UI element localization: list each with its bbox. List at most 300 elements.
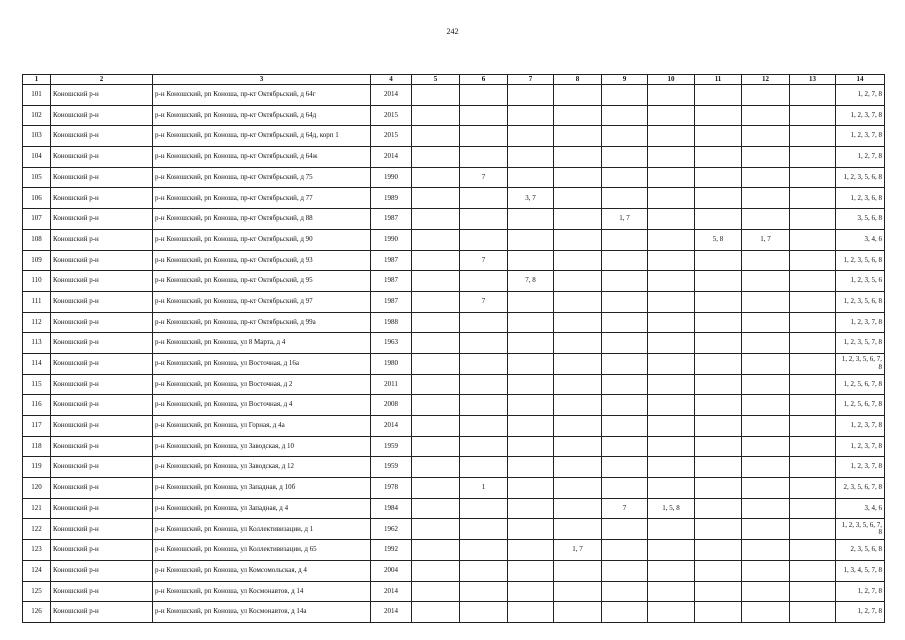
table-cell [554, 312, 602, 333]
table-cell [602, 250, 648, 271]
table-cell [460, 519, 508, 540]
column-header: 8 [554, 75, 602, 85]
column-header: 7 [508, 75, 554, 85]
table-cell [412, 560, 460, 581]
table-cell: Коношский р-н [51, 188, 153, 209]
table-cell: 7, 8 [508, 271, 554, 292]
table-cell [602, 312, 648, 333]
table-cell [742, 167, 790, 188]
table-cell: 1, 2, 3, 6, 8 [836, 188, 885, 209]
table-cell: 1, 7 [742, 229, 790, 250]
table-cell [602, 602, 648, 623]
table-cell [648, 436, 695, 457]
table-cell: 5, 8 [695, 229, 742, 250]
column-header: 1 [23, 75, 51, 85]
table-cell: Коношский р-н [51, 457, 153, 478]
table-cell [508, 333, 554, 354]
table-cell: 1, 2, 7, 8 [836, 147, 885, 168]
table-row [23, 602, 885, 623]
table-cell [695, 105, 742, 126]
table-cell [742, 560, 790, 581]
table-cell: Коношский р-н [51, 560, 153, 581]
table-cell [554, 126, 602, 147]
table-cell [695, 209, 742, 230]
table-cell: Коношский р-н [51, 85, 153, 106]
table-cell: Коношский р-н [51, 395, 153, 416]
table-cell [602, 436, 648, 457]
table-cell [695, 312, 742, 333]
table-cell [508, 353, 554, 374]
table-cell: р-н Коношский, рп Коноша, ул Заводская, д 10 [153, 436, 371, 457]
table-cell [554, 291, 602, 312]
table-cell: 1962 [371, 519, 412, 540]
table-cell [412, 167, 460, 188]
table-cell: 1 [460, 478, 508, 499]
table-cell [508, 312, 554, 333]
table-cell: 102 [23, 105, 51, 126]
table-row [23, 436, 885, 457]
column-header: 10 [648, 75, 695, 85]
table-cell [648, 167, 695, 188]
table-cell: 1963 [371, 333, 412, 354]
table-cell [602, 374, 648, 395]
table-cell [412, 498, 460, 519]
table-cell [648, 602, 695, 623]
table-cell [460, 188, 508, 209]
table-cell [412, 374, 460, 395]
table-cell: 125 [23, 581, 51, 602]
table-row [23, 312, 885, 333]
table-cell [695, 85, 742, 106]
table-cell [790, 167, 836, 188]
table-cell: р-н Коношский, рп Коноша, ул Восточная, д 2 [153, 374, 371, 395]
table-cell [412, 229, 460, 250]
table-cell [742, 374, 790, 395]
table-cell: 1, 2, 3, 7, 8 [836, 312, 885, 333]
column-header: 13 [790, 75, 836, 85]
table-cell: 2, 3, 5, 6, 7, 8 [836, 478, 885, 499]
table-cell: 122 [23, 519, 51, 540]
table-cell [648, 126, 695, 147]
table-cell [648, 250, 695, 271]
table-cell [602, 416, 648, 437]
table-cell [790, 312, 836, 333]
table-cell [648, 519, 695, 540]
table-cell [742, 333, 790, 354]
table-cell: Коношский р-н [51, 167, 153, 188]
table-cell [648, 312, 695, 333]
table-cell: 1987 [371, 291, 412, 312]
table-cell: Коношский р-н [51, 105, 153, 126]
table-cell [742, 291, 790, 312]
table-cell [554, 519, 602, 540]
table-cell: 1987 [371, 250, 412, 271]
table-cell [554, 581, 602, 602]
table-cell [508, 498, 554, 519]
column-header: 4 [371, 75, 412, 85]
table-cell [695, 457, 742, 478]
table-cell [554, 250, 602, 271]
table-cell [648, 395, 695, 416]
table-cell: 107 [23, 209, 51, 230]
table-cell: 1, 2, 7, 8 [836, 581, 885, 602]
table-cell [602, 85, 648, 106]
table-cell: 7 [460, 250, 508, 271]
table-cell: Коношский р-н [51, 271, 153, 292]
table-cell: 119 [23, 457, 51, 478]
table-cell [508, 291, 554, 312]
table-cell [648, 374, 695, 395]
table-cell [695, 498, 742, 519]
table-cell: Коношский р-н [51, 229, 153, 250]
table-cell [460, 126, 508, 147]
table-cell [790, 209, 836, 230]
table-cell: Коношский р-н [51, 333, 153, 354]
table-cell [648, 478, 695, 499]
table-cell [602, 147, 648, 168]
table-cell [412, 312, 460, 333]
table-cell [648, 353, 695, 374]
table-cell: 109 [23, 250, 51, 271]
table-cell: 1, 7 [554, 540, 602, 561]
table-cell [695, 167, 742, 188]
table-cell [554, 436, 602, 457]
table-cell: р-н Коношский, рп Коноша, ул Горная, д 4а [153, 416, 371, 437]
table-cell [602, 560, 648, 581]
table-cell [602, 229, 648, 250]
table-cell [460, 147, 508, 168]
table-cell [602, 353, 648, 374]
table-cell: Коношский р-н [51, 478, 153, 499]
table-cell [412, 271, 460, 292]
table-cell: 7 [602, 498, 648, 519]
table-cell [648, 540, 695, 561]
table-cell [460, 374, 508, 395]
table-cell [602, 333, 648, 354]
column-header: 3 [153, 75, 371, 85]
table-cell: 1959 [371, 457, 412, 478]
table-cell: 2014 [371, 147, 412, 168]
table-cell [648, 105, 695, 126]
table-cell [742, 312, 790, 333]
table-cell [648, 416, 695, 437]
table-cell: 110 [23, 271, 51, 292]
table-cell [602, 105, 648, 126]
table-cell [508, 581, 554, 602]
table-cell: 7 [460, 167, 508, 188]
table-cell [554, 498, 602, 519]
table-cell [695, 250, 742, 271]
table-cell: р-н Коношский, рп Коноша, пр-кт Октябрьский, д 64д [153, 105, 371, 126]
table-cell [460, 560, 508, 581]
table-cell [412, 395, 460, 416]
table-cell [460, 436, 508, 457]
table-cell: р-н Коношский, рп Коноша, ул Космонавтов, д 14а [153, 602, 371, 623]
column-header: 12 [742, 75, 790, 85]
table-cell [412, 353, 460, 374]
table-cell [695, 478, 742, 499]
table-cell [695, 188, 742, 209]
table-cell [742, 188, 790, 209]
table-cell [460, 209, 508, 230]
table-cell [508, 602, 554, 623]
table-cell: р-н Коношский, рп Коноша, ул Коллективизации, д 1 [153, 519, 371, 540]
table-cell: 2, 3, 5, 6, 8 [836, 540, 885, 561]
table-cell [695, 560, 742, 581]
table-cell: 1, 2, 3, 5, 6, 8 [836, 291, 885, 312]
table-cell [508, 457, 554, 478]
table-cell: р-н Коношский, рп Коноша, ул Западная, д 10б [153, 478, 371, 499]
table-cell [742, 353, 790, 374]
table-cell [460, 312, 508, 333]
table-row [23, 374, 885, 395]
table-cell [790, 126, 836, 147]
table-cell [695, 540, 742, 561]
table-cell [790, 478, 836, 499]
table-row [23, 457, 885, 478]
table-cell: 2015 [371, 126, 412, 147]
table-cell [412, 126, 460, 147]
table-cell [790, 540, 836, 561]
table-cell [742, 416, 790, 437]
table-cell: 120 [23, 478, 51, 499]
table-cell [742, 126, 790, 147]
table-cell: Коношский р-н [51, 312, 153, 333]
table-cell [790, 602, 836, 623]
table-cell: 2011 [371, 374, 412, 395]
table-cell [412, 105, 460, 126]
table-cell: 115 [23, 374, 51, 395]
table-cell: 1990 [371, 229, 412, 250]
table-cell: 112 [23, 312, 51, 333]
table-row [23, 560, 885, 581]
table-cell [554, 374, 602, 395]
table-cell [742, 147, 790, 168]
table-cell: р-н Коношский, рп Коноша, пр-кт Октябрьский, д 90 [153, 229, 371, 250]
table-cell: 113 [23, 333, 51, 354]
table-row [23, 188, 885, 209]
table-cell: р-н Коношский, рп Коноша, пр-кт Октябрьский, д 93 [153, 250, 371, 271]
table-cell: р-н Коношский, рп Коноша, пр-кт Октябрьский, д 64ж [153, 147, 371, 168]
table-cell: 126 [23, 602, 51, 623]
column-header: 11 [695, 75, 742, 85]
table-cell [648, 271, 695, 292]
table-cell [460, 416, 508, 437]
table-cell [554, 478, 602, 499]
table-row [23, 167, 885, 188]
table-cell: 1, 2, 7, 8 [836, 602, 885, 623]
table-cell [742, 209, 790, 230]
table-cell: Коношский р-н [51, 374, 153, 395]
table-cell [790, 436, 836, 457]
table-row [23, 416, 885, 437]
table-cell: 1, 2, 3, 5, 6, 8 [836, 250, 885, 271]
table-cell [648, 188, 695, 209]
table-cell [648, 457, 695, 478]
table-cell: 1, 2, 3, 7, 8 [836, 105, 885, 126]
table-cell [695, 126, 742, 147]
table-cell [790, 353, 836, 374]
table-cell [742, 602, 790, 623]
table-cell [554, 602, 602, 623]
table-cell [460, 105, 508, 126]
table-cell [695, 271, 742, 292]
table-cell [790, 374, 836, 395]
table-row [23, 540, 885, 561]
table-cell [790, 271, 836, 292]
table-cell [554, 395, 602, 416]
table-cell: 101 [23, 85, 51, 106]
table-cell [460, 333, 508, 354]
table-cell: 117 [23, 416, 51, 437]
table-cell [412, 602, 460, 623]
table-cell: 111 [23, 291, 51, 312]
table-cell: 1, 3, 4, 5, 7, 8 [836, 560, 885, 581]
table-cell [602, 581, 648, 602]
table-cell: 1, 2, 3, 7, 8 [836, 436, 885, 457]
table-cell [790, 519, 836, 540]
table-cell [695, 416, 742, 437]
table-cell [412, 147, 460, 168]
table-cell: 2014 [371, 581, 412, 602]
table-cell [742, 498, 790, 519]
table-cell [508, 105, 554, 126]
table-cell: 3, 4, 6 [836, 229, 885, 250]
table-cell: 1987 [371, 209, 412, 230]
table-cell: 3, 5, 6, 8 [836, 209, 885, 230]
table-cell [602, 167, 648, 188]
table-cell [554, 333, 602, 354]
table-cell [412, 291, 460, 312]
table-cell [602, 540, 648, 561]
table-cell [648, 85, 695, 106]
table-cell: р-н Коношский, рп Коноша, пр-кт Октябрьский, д 95 [153, 271, 371, 292]
table-row [23, 85, 885, 106]
table-cell: 1, 2, 3, 5, 6, 7, 8 [836, 519, 885, 540]
table-cell: р-н Коношский, рп Коноша, ул Космонавтов, д 14 [153, 581, 371, 602]
table-cell [460, 540, 508, 561]
table-cell [742, 478, 790, 499]
table-cell: р-н Коношский, рп Коноша, ул Коллективизации, д 65 [153, 540, 371, 561]
table-cell: 1, 2, 3, 7, 8 [836, 457, 885, 478]
table-cell [742, 105, 790, 126]
table-cell: 104 [23, 147, 51, 168]
table-cell [790, 416, 836, 437]
table-cell [554, 560, 602, 581]
table-cell [460, 85, 508, 106]
column-header: 2 [51, 75, 153, 85]
table-cell [508, 416, 554, 437]
table-cell: 1989 [371, 188, 412, 209]
table-cell [554, 85, 602, 106]
table-cell: Коношский р-н [51, 126, 153, 147]
table-cell [648, 229, 695, 250]
table-cell [554, 105, 602, 126]
table-cell [602, 188, 648, 209]
table-cell [412, 250, 460, 271]
table-cell [508, 478, 554, 499]
table-cell: 1984 [371, 498, 412, 519]
table-cell: р-н Коношский, рп Коноша, ул Восточная, д 4 [153, 395, 371, 416]
table-cell [648, 291, 695, 312]
table-row [23, 291, 885, 312]
table-cell [508, 250, 554, 271]
table-cell [460, 395, 508, 416]
table-cell [695, 436, 742, 457]
table-cell [412, 581, 460, 602]
table-cell [742, 436, 790, 457]
table-cell: 1, 2, 3, 7, 8 [836, 126, 885, 147]
table-cell [790, 188, 836, 209]
table-cell [554, 271, 602, 292]
table-cell: Коношский р-н [51, 519, 153, 540]
table-cell: 1, 2, 7, 8 [836, 85, 885, 106]
table-cell [508, 395, 554, 416]
table-cell: 1959 [371, 436, 412, 457]
table-cell [648, 147, 695, 168]
table-cell: 1, 2, 3, 5, 6, 7, 8 [836, 353, 885, 374]
table-cell: Коношский р-н [51, 540, 153, 561]
table-cell [412, 457, 460, 478]
table-cell [602, 291, 648, 312]
table-cell [742, 457, 790, 478]
table-row [23, 271, 885, 292]
table-cell [742, 581, 790, 602]
table-cell [695, 374, 742, 395]
table-cell: 1992 [371, 540, 412, 561]
column-header: 5 [412, 75, 460, 85]
table-cell [412, 85, 460, 106]
table-cell [742, 519, 790, 540]
table-row [23, 229, 885, 250]
table-cell: Коношский р-н [51, 416, 153, 437]
table-row [23, 126, 885, 147]
table-cell: 106 [23, 188, 51, 209]
table-row [23, 333, 885, 354]
table-cell: р-н Коношский, рп Коноша, пр-кт Октябрьский, д 75 [153, 167, 371, 188]
table-cell: 1990 [371, 167, 412, 188]
table-row [23, 395, 885, 416]
table-cell [790, 395, 836, 416]
table-cell [412, 416, 460, 437]
table-cell [695, 353, 742, 374]
table-cell [508, 540, 554, 561]
table-cell [412, 519, 460, 540]
table-cell: р-н Коношский, рп Коноша, ул Западная, д 4 [153, 498, 371, 519]
table-cell [508, 147, 554, 168]
table-cell: 1, 2, 5, 6, 7, 8 [836, 395, 885, 416]
table-cell: 123 [23, 540, 51, 561]
table-cell: 116 [23, 395, 51, 416]
table-row [23, 147, 885, 168]
table-cell: 3, 7 [508, 188, 554, 209]
table-cell: 105 [23, 167, 51, 188]
table-cell [695, 602, 742, 623]
table-cell [554, 147, 602, 168]
table-cell [790, 333, 836, 354]
table-cell [602, 395, 648, 416]
table-cell [554, 457, 602, 478]
table-row [23, 250, 885, 271]
table-cell [554, 416, 602, 437]
table-body [23, 85, 885, 623]
table-row [23, 209, 885, 230]
table-cell [695, 581, 742, 602]
table-cell [460, 271, 508, 292]
table-cell: Коношский р-н [51, 602, 153, 623]
table-cell: Коношский р-н [51, 498, 153, 519]
table-cell: р-н Коношский, рп Коноша, пр-кт Октябрьский, д 97 [153, 291, 371, 312]
